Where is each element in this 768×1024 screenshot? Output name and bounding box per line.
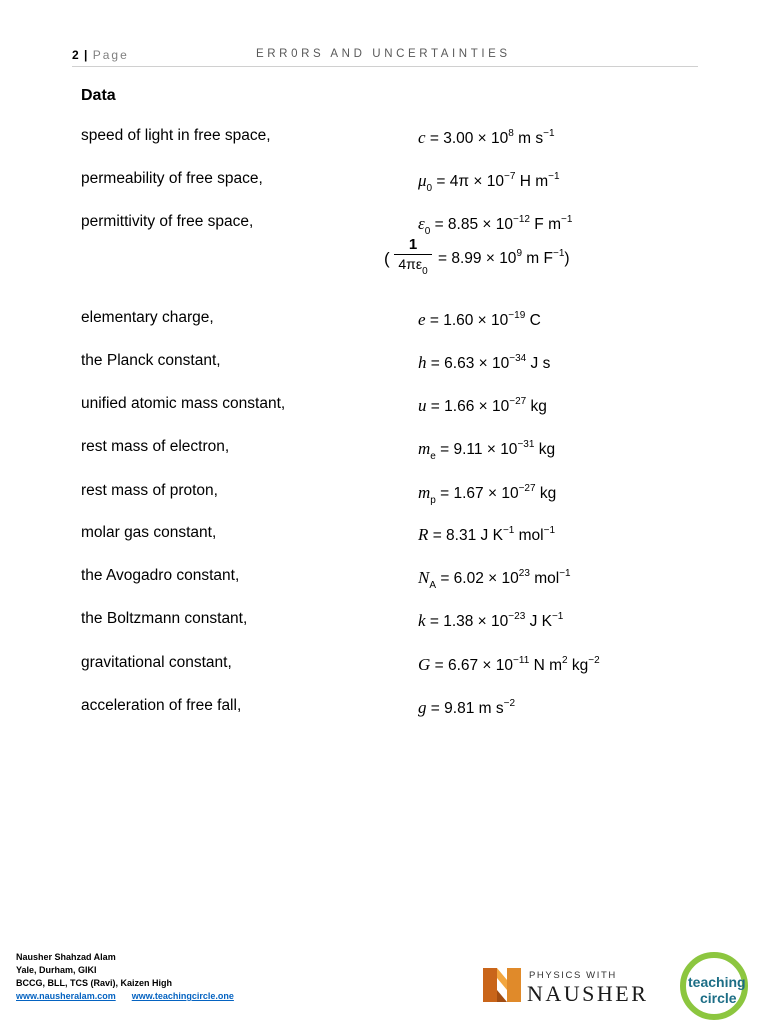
constant-value — [418, 214, 573, 237]
constant-unit-exponent: −1 — [551, 611, 564, 622]
constant-exponent: −19 — [508, 310, 526, 321]
footer-credits — [16, 951, 250, 1003]
constant-exponent: −12 — [513, 214, 530, 225]
constant-number: = 3.00 × 10 — [425, 130, 509, 147]
constant-exponent: −23 — [508, 611, 526, 622]
constant-symbol: m — [418, 483, 431, 502]
constant-unit-exponent: −1 — [560, 214, 573, 225]
constant-subscript: A — [429, 580, 437, 591]
constant-unit: m s — [513, 130, 544, 147]
constant-number: = 9.81 m s — [426, 700, 504, 717]
page-number-label — [72, 48, 129, 62]
footer-link-nausheralam[interactable]: www.nausheralam.com — [16, 991, 116, 1001]
constant-value — [418, 698, 515, 718]
constant-value — [418, 128, 555, 148]
constant-unit-exponent: −1 — [548, 171, 560, 182]
constant-symbol: h — [418, 353, 427, 372]
footer-name: Nausher Shahzad Alam — [16, 952, 116, 962]
constant-unit-2: kg — [567, 657, 589, 674]
coulomb-unit-exp: −1 — [553, 248, 565, 259]
constant-label: permittivity of free space, — [81, 213, 254, 230]
logo-circle: circle — [700, 990, 737, 1006]
constant-number: = 1.38 × 10 — [425, 613, 509, 630]
constant-number: = 4π × 10 — [432, 173, 504, 190]
constant-symbol: G — [418, 655, 431, 674]
constant-number: = 1.66 × 10 — [426, 398, 510, 415]
constant-unit: C — [525, 312, 541, 329]
footer-link-teachingcircle[interactable]: www.teachingcircle.one — [131, 991, 234, 1001]
constant-number: = 6.02 × 10 — [436, 570, 519, 587]
fraction-denominator — [394, 255, 432, 277]
constant-symbol: R — [418, 525, 429, 544]
fraction — [394, 236, 432, 277]
nausher-logo-mark-icon — [483, 966, 521, 1004]
constant-exponent: −34 — [509, 353, 527, 364]
logo-nausher: NAUSHER — [527, 981, 649, 1006]
constant-exponent: −31 — [517, 439, 535, 450]
page-separator: | — [84, 48, 89, 62]
constant-unit: kg — [535, 485, 557, 502]
constant-unit: kg — [526, 398, 547, 415]
constant-value — [418, 439, 556, 462]
open-paren: ( — [384, 249, 390, 268]
page-word: Page — [92, 48, 129, 62]
denominator-text: 4πε — [398, 256, 423, 272]
constant-unit-exponent: 2 — [561, 655, 568, 666]
constant-symbol: e — [418, 310, 426, 329]
constant-unit: J K — [525, 613, 552, 630]
constant-exponent: 23 — [518, 568, 530, 579]
constant-symbol: c — [418, 128, 426, 147]
constant-symbol: N — [418, 568, 430, 587]
constant-value — [418, 611, 563, 631]
constant-label: unified atomic mass constant, — [81, 395, 286, 412]
constant-value — [418, 171, 560, 194]
constant-label: rest mass of electron, — [81, 438, 230, 455]
coulomb-pre: = 8.99 × 10 — [438, 250, 517, 267]
constant-unit: F m — [529, 216, 561, 233]
coulomb-unit: m F — [522, 250, 553, 267]
constant-symbol: m — [418, 439, 431, 458]
constant-unit: mol — [529, 570, 560, 587]
constant-label: molar gas constant, — [81, 524, 217, 541]
constant-unit: mol — [514, 527, 544, 544]
constant-value — [418, 353, 550, 373]
constant-number: = 8.31 J K — [428, 527, 503, 544]
constant-number: = 1.60 × 10 — [425, 312, 509, 329]
constant-number: = 6.63 × 10 — [426, 355, 510, 372]
footer-line2: Yale, Durham, GIKI — [16, 965, 97, 975]
constant-exponent: −27 — [518, 483, 536, 494]
constant-number: = 6.67 × 10 — [430, 657, 514, 674]
constant-unit-2-exponent: −2 — [588, 655, 600, 666]
constant-exponent: −11 — [513, 655, 530, 666]
footer-line3: BCCG, BLL, TCS (Ravi), Kaizen High — [16, 978, 173, 988]
constant-label: the Planck constant, — [81, 352, 221, 369]
constant-label: elementary charge, — [81, 309, 214, 326]
teaching-circle-logo — [680, 952, 748, 1020]
constant-symbol: k — [418, 611, 426, 630]
constant-symbol: u — [418, 396, 427, 415]
constant-value — [418, 655, 600, 675]
constant-number: = 1.67 × 10 — [435, 485, 519, 502]
constant-label: gravitational constant, — [81, 654, 232, 671]
constant-unit-exponent: −1 — [559, 568, 571, 579]
constant-subscript: 0 — [424, 226, 431, 237]
constant-label: speed of light in free space, — [81, 127, 271, 144]
constant-exponent: −2 — [503, 698, 516, 709]
constant-label: the Avogadro constant, — [81, 567, 240, 584]
coulomb-value — [438, 250, 570, 268]
constant-number: = 9.11 × 10 — [435, 441, 518, 458]
constant-unit: H m — [515, 173, 549, 190]
denominator-subscript: 0 — [422, 266, 428, 277]
constant-subscript: p — [430, 495, 436, 506]
constant-exponent: −7 — [504, 171, 516, 182]
constant-value — [418, 568, 571, 591]
physics-with-nausher-logo — [483, 964, 673, 1008]
constant-unit-exponent: −1 — [543, 128, 555, 139]
section-heading: Data — [81, 87, 116, 104]
constant-value — [418, 396, 547, 416]
constant-symbol: μ — [418, 171, 427, 190]
constant-unit: N m — [529, 657, 562, 674]
constant-value — [418, 310, 541, 330]
constant-value — [418, 483, 557, 506]
constant-unit-exponent: −1 — [543, 525, 556, 536]
page-number: 2 — [72, 48, 80, 62]
constant-number: = 8.85 × 10 — [430, 216, 514, 233]
fraction-numerator: 1 — [394, 236, 432, 255]
logo-physics-with: PHYSICS WITH — [529, 970, 617, 981]
constant-exponent: −27 — [509, 396, 527, 407]
constant-subscript: 0 — [426, 183, 433, 194]
constant-unit: kg — [534, 441, 556, 458]
page-header — [72, 48, 698, 67]
header-title: ERR0RS AND UNCERTAINTIES — [256, 48, 511, 60]
constant-label: acceleration of free fall, — [81, 697, 242, 714]
constant-subscript: e — [430, 451, 436, 462]
logo-teaching: teaching — [688, 974, 746, 990]
constant-exponent: 8 — [508, 128, 514, 139]
constant-symbol: ε — [418, 214, 425, 233]
constant-value — [418, 525, 555, 545]
constant-label: rest mass of proton, — [81, 482, 218, 499]
constant-unit: J s — [526, 355, 551, 372]
constant-label: permeability of free space, — [81, 170, 263, 187]
constant-label: the Boltzmann constant, — [81, 610, 248, 627]
constant-exponent: −1 — [502, 525, 515, 536]
constant-symbol: g — [418, 698, 427, 717]
footer-links — [16, 990, 250, 1003]
coulomb-exp: 9 — [516, 248, 522, 259]
close-paren: ) — [564, 250, 570, 267]
